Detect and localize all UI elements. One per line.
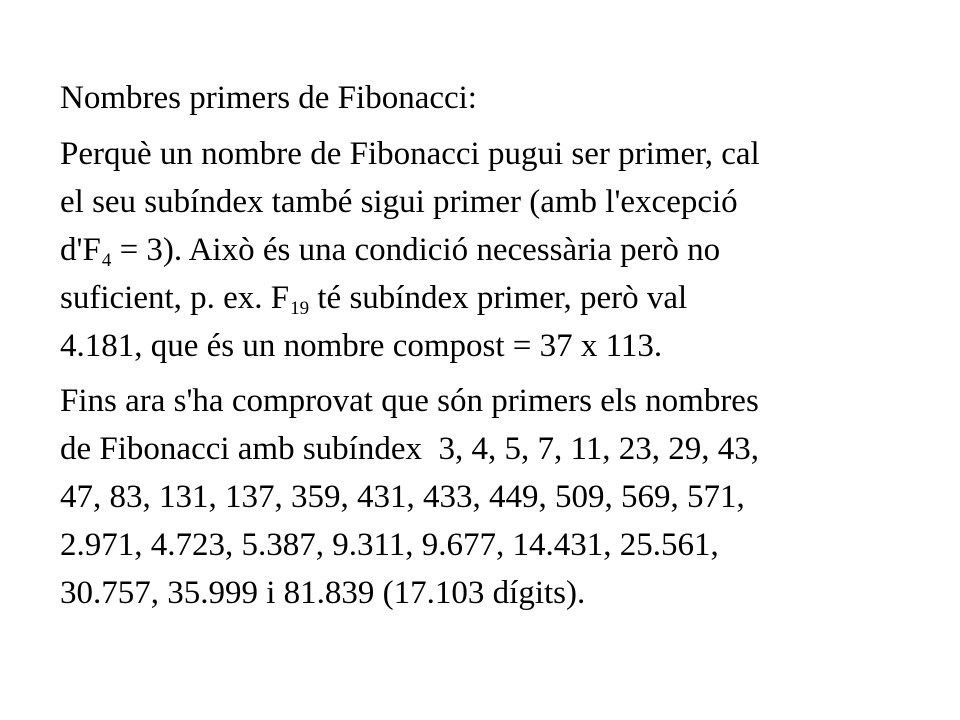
text-fragment: suficient, p. ex. F: [60, 280, 290, 316]
text-fragment: = 3). Això és una condició necessària però no: [111, 232, 721, 268]
paragraph-known-primes: [60, 377, 920, 617]
slide-title: Nombres primers de Fibonacci:: [60, 80, 477, 116]
text-line: de Fibonacci amb subíndex 3, 4, 5, 7, 11, 23, 29, 43,: [60, 431, 760, 467]
text-line: Perquè un nombre de Fibonacci pugui ser primer, cal: [60, 136, 760, 172]
text-line: [60, 226, 920, 274]
text-fragment: té subíndex primer, però val: [309, 280, 688, 316]
paragraph-primality-condition: [60, 130, 920, 370]
slide-content: [60, 74, 920, 624]
subscript-index: 4: [101, 250, 112, 271]
text-line: Fins ara s'ha comprovat que són primers els nombres: [60, 383, 759, 419]
text-line: 4.181, que és un nombre compost = 37 x 113.: [60, 328, 663, 364]
text-line: 2.971, 4.723, 5.387, 9.311, 9.677, 14.431, 25.561,: [60, 527, 719, 563]
text-line: el seu subíndex també sigui primer (amb l'excepció: [60, 184, 738, 220]
subscript-index: 19: [290, 298, 310, 319]
text-line: 47, 83, 131, 137, 359, 431, 433, 449, 509, 569, 571,: [60, 479, 745, 515]
text-line: 30.757, 35.999 i 81.839 (17.103 dígits).: [60, 575, 586, 611]
text-fragment: d'F: [60, 232, 101, 268]
text-line: [60, 274, 920, 322]
